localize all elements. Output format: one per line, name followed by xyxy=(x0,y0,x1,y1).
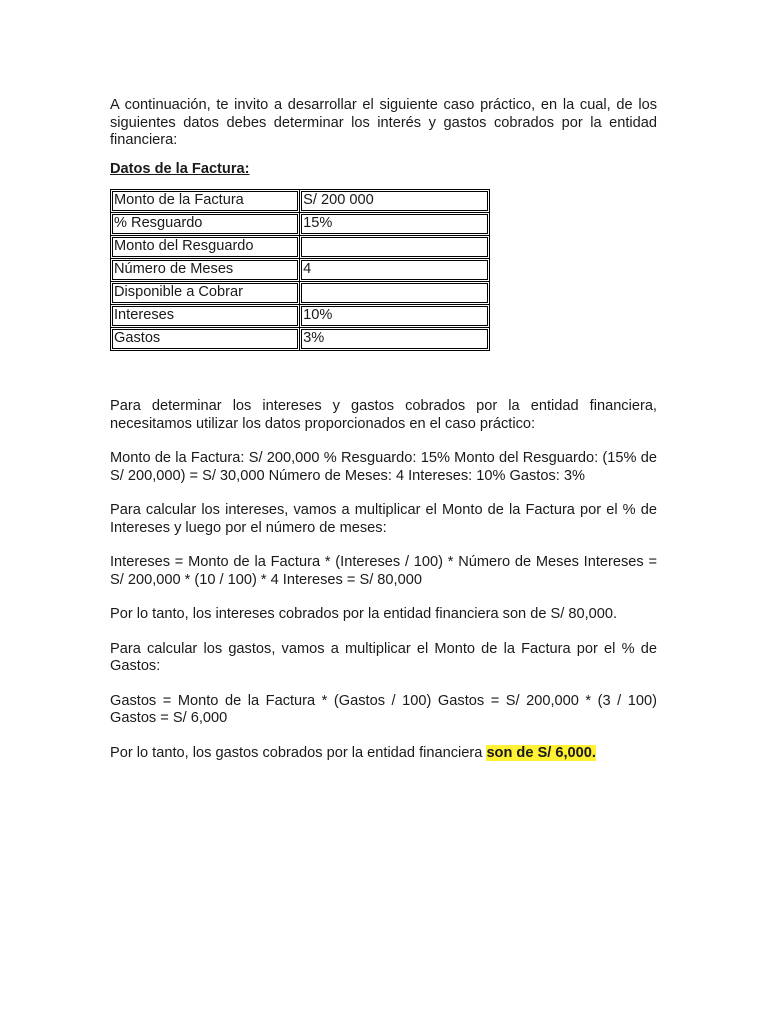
table-cell-value xyxy=(300,236,490,259)
highlighted-expense-result: son de S/ 6,000. xyxy=(486,744,596,761)
spacer xyxy=(110,728,657,745)
answer-paragraph-expense-formula: Gastos = Monto de la Factura * (Gastos / 100) Gastos = S/ 200,000 * (3 / 100) Gastos = S/ 6,000 xyxy=(110,692,657,726)
table-cell-value: 10% xyxy=(300,305,490,328)
spacer xyxy=(110,485,657,502)
document-page xyxy=(110,97,657,762)
table-cell-label: % Resguardo xyxy=(111,213,300,236)
answer-paragraph-interest-result: Por lo tanto, los intereses cobrados por la entidad financiera son de S/ 80,000. xyxy=(110,606,618,622)
spacer xyxy=(110,624,657,641)
answer-paragraph-expense-method: Para calcular los gastos, vamos a multiplicar el Monto de la Factura por el % de Gastos: xyxy=(110,640,657,674)
intro-paragraph: A continuación, te invito a desarrollar el siguiente caso práctico, en la cual, de los siguientes datos debes determinar los interés y gastos cobrados por la entidad financiera: xyxy=(110,97,657,148)
answer-paragraph-interest-formula: Intereses = Monto de la Factura * (Intereses / 100) * Número de Meses Intereses = S/ 200,000 * (10 / 100) * 4 Intereses = S/ 80,000 xyxy=(110,554,657,588)
table-cell-value: S/ 200 000 xyxy=(300,190,490,213)
answer-paragraph-expense-result xyxy=(110,745,657,763)
table-row xyxy=(111,282,490,305)
table-cell-label: Monto del Resguardo xyxy=(111,236,300,259)
answer-paragraph-data: Monto de la Factura: S/ 200,000 % Resguardo: 15% Monto del Resguardo: (15% de S/ 200,000) = S/ 30,000 Número de Meses: 4 Intereses: 10% Gastos: 3% xyxy=(110,450,657,484)
invoice-data-heading: Datos de la Factura: xyxy=(110,160,250,177)
table-cell-label: Intereses xyxy=(111,305,300,328)
table-cell-label: Número de Meses xyxy=(111,259,300,282)
table-cell-value xyxy=(300,282,490,305)
invoice-data-table xyxy=(110,189,490,351)
spacer xyxy=(110,537,657,554)
table-row xyxy=(111,305,490,328)
table-cell-value: 15% xyxy=(300,213,490,236)
expense-result-prefix: Por lo tanto, los gastos cobrados por la entidad financiera xyxy=(110,744,487,761)
table-row xyxy=(111,236,490,259)
table-cell-value: 3% xyxy=(300,328,490,351)
answer-paragraph-interest-method: Para calcular los intereses, vamos a multiplicar el Monto de la Factura por el % de Intereses y luego por el número de meses: xyxy=(110,502,657,536)
spacer xyxy=(110,351,657,398)
table-row xyxy=(111,190,490,213)
table-cell-label: Gastos xyxy=(111,328,300,351)
table-row xyxy=(111,328,490,351)
table-row xyxy=(111,259,490,282)
answer-paragraph-intro: Para determinar los intereses y gastos cobrados por la entidad financiera, necesitamos utilizar los datos proporcionados en el caso práctico: xyxy=(110,398,657,432)
table-cell-label: Monto de la Factura xyxy=(111,190,300,213)
table-cell-label: Disponible a Cobrar xyxy=(111,282,300,305)
spacer xyxy=(110,433,657,450)
spacer xyxy=(110,676,657,693)
table-row xyxy=(111,213,490,236)
spacer xyxy=(110,589,657,606)
table-cell-value: 4 xyxy=(300,259,490,282)
